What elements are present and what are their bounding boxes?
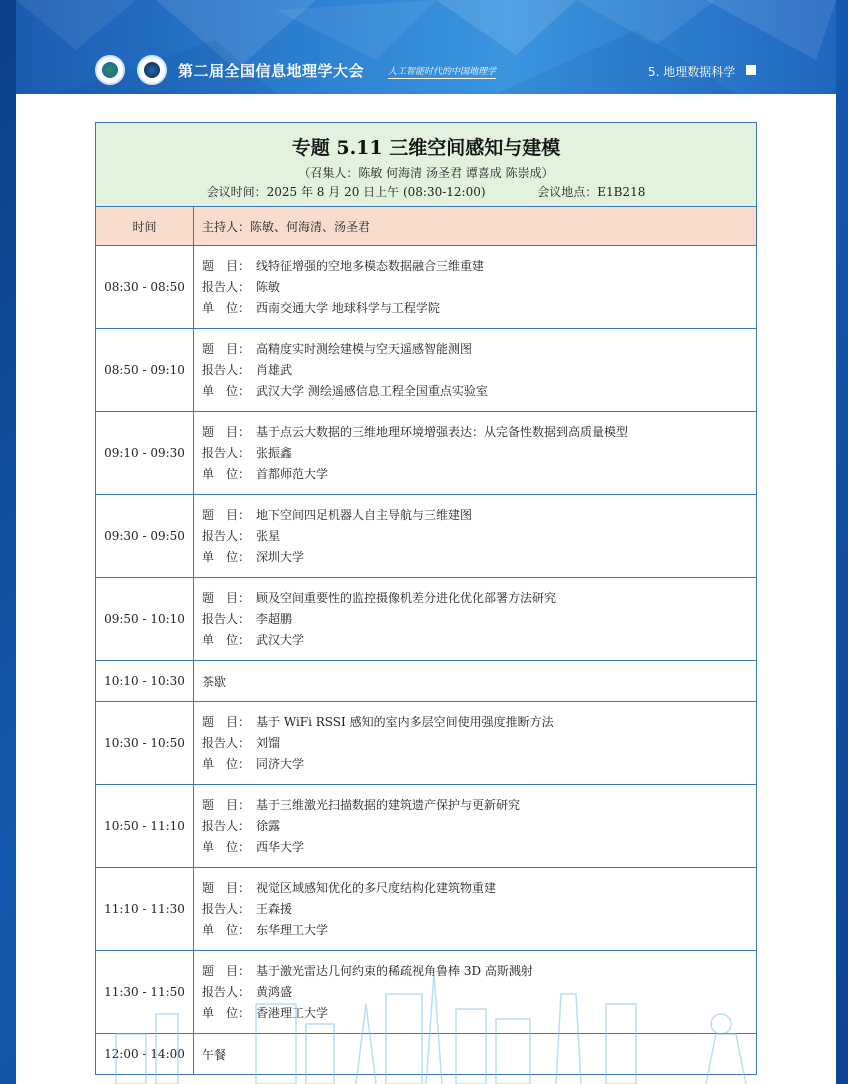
talk-speaker: 李超鹏 [256,611,293,626]
talk-time: 08:50 - 09:10 [96,329,194,412]
speaker-label: 报告人： [202,445,251,460]
title-label: 题 目： [202,797,251,812]
talk-time: 09:10 - 09:30 [96,412,194,495]
time-column-header: 时间 [96,207,194,246]
talk-details [194,702,757,785]
speaker-label: 报告人： [202,611,251,626]
table-row [96,578,757,661]
talk-unit: 同济大学 [256,756,305,771]
talk-speaker: 张星 [256,528,281,543]
table-row [96,495,757,578]
unit-label: 单 位： [202,756,251,771]
lunch-row [96,1034,757,1075]
session-conveners: （召集人：陈敏 何海清 汤圣君 谭喜成 陈崇成） [298,166,554,180]
lunch-time: 12:00 - 14:00 [96,1034,194,1075]
header-banner [16,0,836,94]
talk-time: 08:30 - 08:50 [96,246,194,329]
talk-details [194,495,757,578]
talk-unit: 香港理工大学 [256,1005,329,1020]
section-square-icon [746,65,756,75]
title-label: 题 目： [202,507,251,522]
talk-unit: 首都师范大学 [256,466,329,481]
tea-break-row [96,661,757,702]
talk-unit: 东华理工大学 [256,922,329,937]
table-row [96,329,757,412]
unit-label: 单 位： [202,922,251,937]
talk-details [194,246,757,329]
tea-break-label: 茶歇 [194,661,757,702]
host-row [96,207,757,246]
unit-label: 单 位： [202,300,251,315]
talk-title: 地下空间四足机器人自主导航与三维建图 [256,507,473,522]
table-row [96,702,757,785]
speaker-label: 报告人： [202,279,251,294]
title-label: 题 目： [202,258,251,273]
talk-details [194,951,757,1034]
unit-label: 单 位： [202,839,251,854]
talk-details [194,785,757,868]
talk-details [194,868,757,951]
talk-unit: 武汉大学 [256,632,305,647]
table-row [96,246,757,329]
tea-break-time: 10:10 - 10:30 [96,661,194,702]
talk-speaker: 陈敏 [256,279,281,294]
talk-time: 10:30 - 10:50 [96,702,194,785]
talk-title: 视觉区域感知优化的多尺度结构化建筑物重建 [256,880,497,895]
title-label: 题 目： [202,590,251,605]
talk-title: 基于 WiFi RSSI 感知的室内多层空间使用强度推断方法 [256,714,554,729]
talk-title: 高精度实时测绘建模与空天遥感智能测图 [256,341,473,356]
session-header-row [96,123,757,207]
talk-speaker: 刘馏 [256,735,281,750]
title-label: 题 目： [202,880,251,895]
talk-details [194,412,757,495]
session-schedule-table [95,122,757,1075]
talk-title: 基于三维激光扫描数据的建筑遗产保护与更新研究 [256,797,521,812]
talk-title: 顾及空间重要性的监控摄像机差分进化优化部署方法研究 [256,590,557,605]
conference-title: 第二届全国信息地理学大会 [178,62,365,80]
talk-unit: 西南交通大学 地球科学与工程学院 [256,300,440,315]
unit-label: 单 位： [202,632,251,647]
speaker-label: 报告人： [202,735,251,750]
talk-details [194,329,757,412]
talk-title: 基于点云大数据的三维地理环境增强表达：从完备性数据到高质量模型 [256,424,629,439]
unit-label: 单 位： [202,1005,251,1020]
lunch-label: 午餐 [194,1034,757,1075]
host-info: 主持人：陈敏、何海清、汤圣君 [194,207,757,246]
unit-label: 单 位： [202,383,251,398]
talk-speaker: 黄鸿盛 [256,984,293,999]
talk-unit: 西华大学 [256,839,305,854]
title-label: 题 目： [202,341,251,356]
unit-label: 单 位： [202,466,251,481]
section-label: 5. 地理数据科学 [648,65,736,79]
conference-slogan: 人工智能时代的中国地理学 [388,64,496,79]
table-row [96,412,757,495]
talk-speaker: 肖雄武 [256,362,293,377]
session-location: 会议地点：E1B218 [537,185,646,199]
unit-label: 单 位： [202,549,251,564]
talk-title: 线特征增强的空地多模态数据融合三维重建 [256,258,485,273]
session-meta [96,183,756,200]
session-header [96,123,757,207]
session-time: 会议时间：2025 年 8 月 20 日上午 (08:30-12:00) [206,185,486,199]
talk-speaker: 徐露 [256,818,281,833]
talk-title: 基于激光雷达几何约束的稀疏视角鲁棒 3D 高斯溅射 [256,963,533,978]
talk-time: 11:30 - 11:50 [96,951,194,1034]
speaker-label: 报告人： [202,984,251,999]
table-row [96,951,757,1034]
talk-speaker: 王森援 [256,901,293,916]
title-label: 题 目： [202,714,251,729]
talk-speaker: 张振鑫 [256,445,293,460]
talk-time: 09:50 - 10:10 [96,578,194,661]
talk-time: 11:10 - 11:30 [96,868,194,951]
society-logo-icon [137,55,167,85]
title-label: 题 目： [202,424,251,439]
speaker-label: 报告人： [202,528,251,543]
talk-time: 09:30 - 09:50 [96,495,194,578]
program-page [16,0,836,1084]
table-row [96,868,757,951]
session-topic: 专题 5.11 三维空间感知与建模 [291,137,561,159]
speaker-label: 报告人： [202,818,251,833]
talk-time: 10:50 - 11:10 [96,785,194,868]
talk-details [194,578,757,661]
talk-unit: 武汉大学 测绘遥感信息工程全国重点实验室 [256,383,488,398]
talk-unit: 深圳大学 [256,549,305,564]
table-row [96,785,757,868]
speaker-label: 报告人： [202,901,251,916]
speaker-label: 报告人： [202,362,251,377]
title-label: 题 目： [202,963,251,978]
association-logo-icon [95,55,125,85]
